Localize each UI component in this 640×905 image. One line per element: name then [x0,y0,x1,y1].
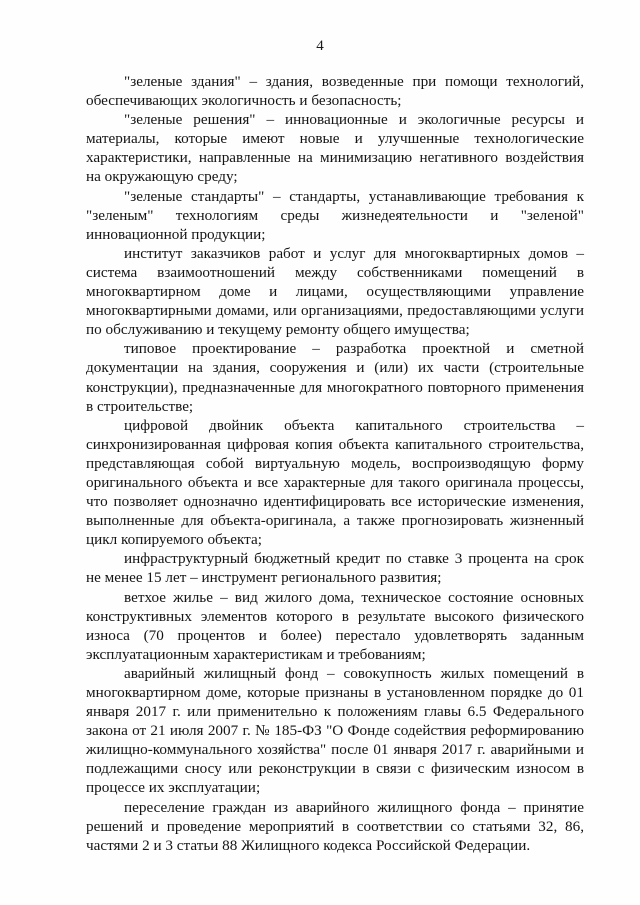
page-number: 4 [316,38,324,54]
definition-green-buildings: "зеленые здания" – здания, возведенные при помощи технологий, обеспечивающих экологичность и безопасность; [86,73,584,110]
definition-digital-twin: цифровой двойник объекта капитального строительства – синхронизированная цифровая копия объекта капитального строительства, представляющая собой виртуальную модель, воспроизводящую форму оригинального объекта и все характерные для такого оригинала процессы, что позволяет однозначно идентифицировать все исторические изменения, выполненные для объекта-оригинала, а также прогнозировать жизненный цикл копируемого объекта; [86,416,584,549]
definition-typical-design: типовое проектирование – разработка проектной и сметной документации на здания, сооружения и (или) их части (строительные конструкции), предназначенные для многократного повторного применения в строительстве; [86,340,584,415]
definition-dilapidated-housing: ветхое жилье – вид жилого дома, техническое состояние основных конструктивных элементов которого в результате высокого физического износа (70 процентов и более) перестало удовлетворять заданным эксплуатационным характеристикам и требованиям; [86,588,584,663]
definition-green-standards: "зеленые стандарты" – стандарты, устанавливающие требования к "зеленым" технологиям среды жизнедеятельности и "зеленой" инновационной продукции; [86,187,584,243]
document-body [86,72,584,855]
definition-infrastructure-credit: инфраструктурный бюджетный кредит по ставке 3 процента на срок не менее 15 лет – инструмент регионального развития; [86,550,584,587]
definition-green-solutions: "зеленые решения" – инновационные и экологичные ресурсы и материалы, которые имеют новые и улучшенные технологические характеристики, направленные на минимизацию негативного воздействия на окружающую среду; [86,111,584,186]
definition-resettlement: переселение граждан из аварийного жилищного фонда – принятие решений и проведение мероприятий в соответствии со статьями 32, 86, частями 2 и 3 статьи 88 Жилищного кодекса Российской Федерации. [86,798,584,854]
definition-emergency-housing: аварийный жилищный фонд – совокупность жилых помещений в многоквартирном доме, которые признаны в установленном порядке до 01 января 2017 г. или применительно к положениям главы 6.5 Федерального закона от 21 июля 2007 г. № 185-ФЗ "О Фонде содействия реформированию жилищно-коммунального хозяйства" после 01 января 2017 г. аварийными и подлежащими сносу или реконструкции в связи с физическим износом в процессе их эксплуатации; [86,664,584,797]
definition-customer-institute: институт заказчиков работ и услуг для многоквартирных домов – система взаимоотношений между собственниками помещений в многоквартирном доме и лицами, осуществляющими управление многоквартирными домами, или организациями, предоставляющими услуги по обслуживанию и текущему ремонту общего имущества; [86,244,584,339]
